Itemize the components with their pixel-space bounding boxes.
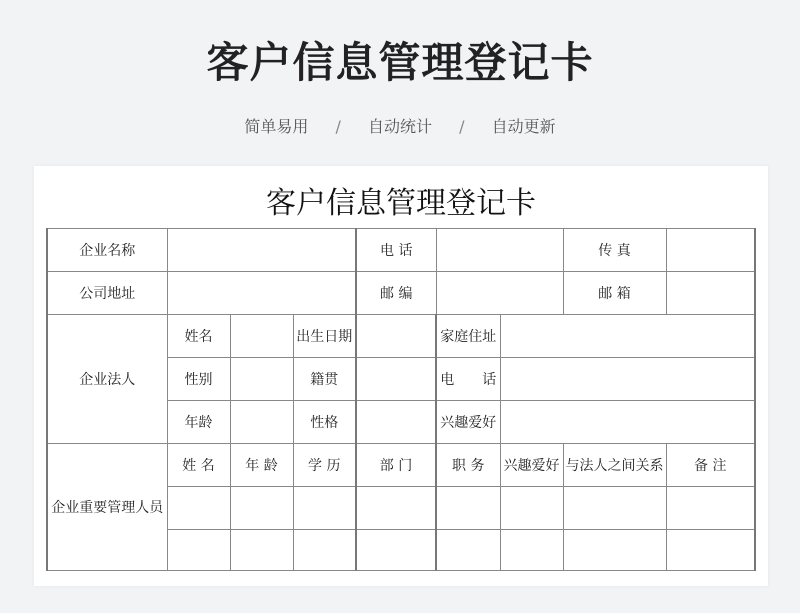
label-key-staff: 企业重要管理人员 [47,444,167,571]
staff-cell[interactable] [293,487,356,530]
staff-header-age: 年 龄 [230,444,293,487]
staff-cell[interactable] [356,487,436,530]
field-company-address[interactable] [167,272,356,315]
label-native-place: 籍贯 [293,358,356,401]
registration-table [46,228,756,571]
field-age[interactable] [230,401,293,444]
label-rep-phone: 电 话 [436,358,500,401]
label-age: 年龄 [167,401,230,444]
staff-cell[interactable] [666,530,755,571]
staff-cell[interactable] [167,487,230,530]
label-company-address: 公司地址 [47,272,167,315]
field-phone[interactable] [436,229,563,272]
tag-easy: 简单易用 [244,117,309,136]
label-personality: 性格 [293,401,356,444]
label-company-name: 企业名称 [47,229,167,272]
field-company-name[interactable] [167,229,356,272]
label-gender: 性别 [167,358,230,401]
page-title: 客户信息管理登记卡 [206,38,594,87]
staff-header-remark: 备 注 [666,444,755,487]
field-name[interactable] [230,315,293,358]
label-name: 姓名 [167,315,230,358]
label-home-address: 家庭住址 [436,315,500,358]
label-legal-rep: 企业法人 [47,315,167,444]
field-rep-phone[interactable] [500,358,755,401]
staff-cell[interactable] [500,487,563,530]
staff-header-name: 姓 名 [167,444,230,487]
staff-header-hobby: 兴趣爱好 [500,444,563,487]
row-legal-rep-1 [47,315,755,358]
staff-cell[interactable] [563,530,666,571]
staff-cell[interactable] [293,530,356,571]
tag-separator: / [459,117,465,136]
row-company-name [47,229,755,272]
staff-cell[interactable] [167,530,230,571]
tagline [0,114,800,137]
field-birth-date[interactable] [356,315,436,358]
label-fax: 传 真 [563,229,666,272]
row-company-address [47,272,755,315]
field-personality[interactable] [356,401,436,444]
tag-auto-update: 自动更新 [491,117,556,136]
staff-cell[interactable] [230,530,293,571]
staff-cell[interactable] [436,487,500,530]
field-postcode[interactable] [436,272,563,315]
field-fax[interactable] [666,229,755,272]
staff-cell[interactable] [563,487,666,530]
staff-header-relation: 与法人之间关系 [563,444,666,487]
staff-header-department: 部 门 [356,444,436,487]
label-hobby: 兴趣爱好 [436,401,500,444]
field-home-address[interactable] [500,315,755,358]
sheet-title: 客户信息管理登记卡 [266,186,536,221]
field-email[interactable] [666,272,755,315]
staff-cell[interactable] [356,530,436,571]
staff-header-education: 学 历 [293,444,356,487]
label-phone: 电 话 [356,229,436,272]
label-postcode: 邮 编 [356,272,436,315]
field-native-place[interactable] [356,358,436,401]
tag-separator: / [335,117,341,136]
staff-cell[interactable] [666,487,755,530]
row-staff-header [47,444,755,487]
label-email: 邮 箱 [563,272,666,315]
staff-header-position: 职 务 [436,444,500,487]
staff-cell[interactable] [230,487,293,530]
staff-cell[interactable] [436,530,500,571]
label-birth-date: 出生日期 [293,315,356,358]
registration-sheet [34,166,768,586]
field-gender[interactable] [230,358,293,401]
field-hobby[interactable] [500,401,755,444]
tag-auto-stat: 自动统计 [367,117,432,136]
staff-cell[interactable] [500,530,563,571]
